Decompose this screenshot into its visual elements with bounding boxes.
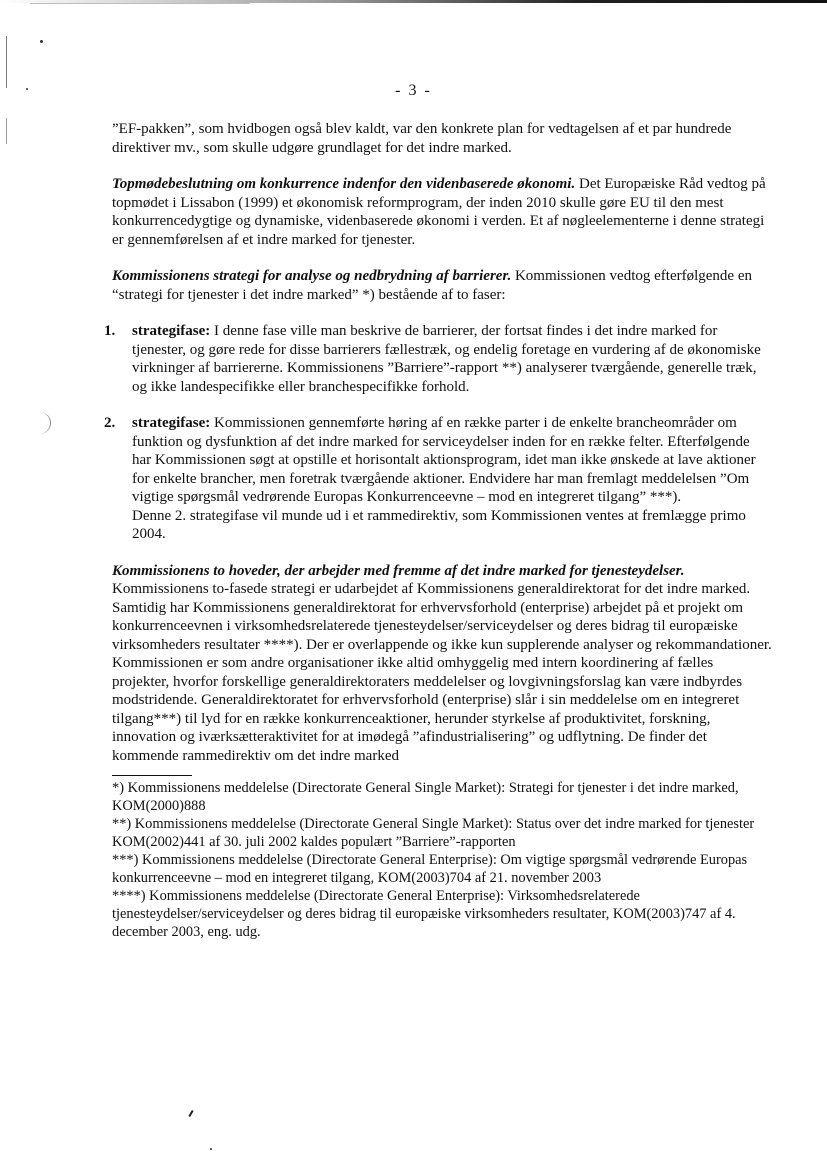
phase-title: strategifase: bbox=[132, 323, 211, 339]
phase-text: Kommissionen gennemførte høring af en række parter i de enkelte brancheområder om funktion og dysfunktion af det indre marked for serviceydelser inden for en række felter. Efterfølgende har Kommissionen søgt at opstille et horisontalt aktionsprogram, idet man ikke ønskede at lave aktioner for enkelte brancher, men foretrak tværgående aktioner. Endvidere har man fremlagt meddelelsen ”Om vigtige spørgsmål vedrørende Europas Konkurrenceevne – mod en integreret tilgang” ***). bbox=[132, 415, 756, 505]
list-item-number: 2. bbox=[104, 415, 116, 431]
directorates-paragraph bbox=[112, 562, 772, 766]
footnote: ***) Kommissionens meddelelse (Directorate General Enterprise): Om vigtige spørgsmål vedrørende Europas konkurrenceevne – mod en integreret tilgang, KOM(2003)704 af 21. november 2003 bbox=[112, 852, 748, 886]
footnote-divider bbox=[112, 775, 192, 776]
document-body bbox=[104, 120, 772, 941]
summit-heading: Topmødebeslutning om konkurrence indenfor den videnbaserede økonomi. bbox=[112, 176, 576, 192]
list-item bbox=[104, 322, 772, 396]
footnote: ****) Kommissionens meddelelse (Directorate General Enterprise): Virksomhedsrelaterede tjenesteydelser/serviceydelser og deres bidrag til europæiske virksomheders resultater, KOM(2003)747 af 4. december 2003, eng. udg. bbox=[112, 888, 736, 940]
list-item bbox=[104, 414, 772, 544]
footnote: *) Kommissionens meddelelse (Directorate General Single Market): Strategi for tjenester i det indre marked, KOM(2000)888 bbox=[112, 780, 739, 814]
footnote: **) Kommissionens meddelelse (Directorate General Single Market): Status over det indre marked for tjenester KOM(2002)441 af 30. juli 2002 kaldes populært ”Barriere”-rapporten bbox=[112, 816, 755, 850]
phase-title: strategifase: bbox=[132, 415, 211, 431]
scan-margin-mark bbox=[6, 118, 7, 144]
footnotes bbox=[112, 779, 772, 941]
strategy-body: Kommissionen vedtog efterfølgende en “strategi for tjenester i det indre marked” *) bestående af to faser: bbox=[112, 268, 752, 303]
list-item-number: 1. bbox=[104, 323, 116, 339]
summit-body: Det Europæiske Råd vedtog på topmødet i Lissabon (1999) et økonomisk reformprogram, der inden 2010 skulle gøre EU til den mest konkurrencedygtige og dynamiske, videnbaserede økonomi i verden. Et af nøgleelementerne i denne strategi er gennemførelsen af et indre marked for tjenester. bbox=[112, 176, 766, 248]
intro-paragraph: ”EF-pakken”, som hvidbogen også blev kaldt, var den konkrete plan for vedtagelsen af et par hundrede direktiver mv., som skulle udgøre grundlaget for det indre marked. bbox=[112, 121, 732, 156]
strategy-paragraph bbox=[112, 267, 772, 304]
list-item-text bbox=[132, 322, 772, 396]
scan-margin-mark bbox=[6, 36, 7, 88]
scan-speck bbox=[210, 1148, 212, 1150]
scan-margin-mark bbox=[40, 412, 51, 434]
page-number: - 3 - bbox=[395, 82, 432, 99]
phase-text: I denne fase ville man beskrive de barrierer, der fortsat findes i det indre marked for tjenester, og gøre rede for disse barrierers fællestræk, og endelig foretage en vurdering af de økonomiske virkninger af barriererne. Kommissionens ”Barriere”-rapport **) analyserer tværgående, generelle træk, og ikke landespecifikke eller branchespecifikke forhold. bbox=[132, 323, 761, 395]
directorates-body: Kommissionens to-fasede strategi er udarbejdet af Kommissionens generaldirektorat for det indre marked. Samtidig har Kommissionens generaldirektorat for erhvervsforhold (enterprise) arbejdet på et projekt om konkurrenceevnen i virksomhedsrelaterede tjenesteydelser/serviceydelser og deres bidrag til europæiske virksomheders resultater ****). Der er overlappende og ikke kun supplerende analyser og rekommandationer. Kommissionen er som andre organisationer ikke altid omhyggelig med intern koordinering af fælles projekter, hvorfor forskellige generaldirektoraters meddelelser og lovgivningsforslag kan være indbyrdes modstridende. Generaldirektoratet for erhvervsforhold (enterprise) slår i sin meddelelse om en integreret tilgang***) til lyd for en række konkurrenceaktioner, herunder styrkelse af produktivitet, forskning, innovation og iværksætteraktivitet for at imødegå ”afindustrialisering” og udflytning. De finder det kommende rammedirektiv om det indre marked bbox=[112, 581, 772, 764]
scan-speck bbox=[188, 1110, 193, 1117]
summit-paragraph bbox=[112, 175, 772, 249]
phase-followup: Denne 2. strategifase vil munde ud i et rammedirektiv, som Kommissionen ventes at fremlægge primo 2004. bbox=[132, 507, 746, 542]
scan-speck bbox=[40, 40, 43, 43]
list-item-text bbox=[132, 414, 772, 507]
directorates-heading: Kommissionens to hoveder, der arbejder med fremme af det indre marked for tjenesteydelser. bbox=[112, 562, 685, 579]
scan-top-edge-thin bbox=[30, 3, 250, 4]
strategy-phase-list bbox=[104, 322, 772, 544]
strategy-heading: Kommissionens strategi for analyse og nedbrydning af barrierer. bbox=[112, 268, 512, 284]
